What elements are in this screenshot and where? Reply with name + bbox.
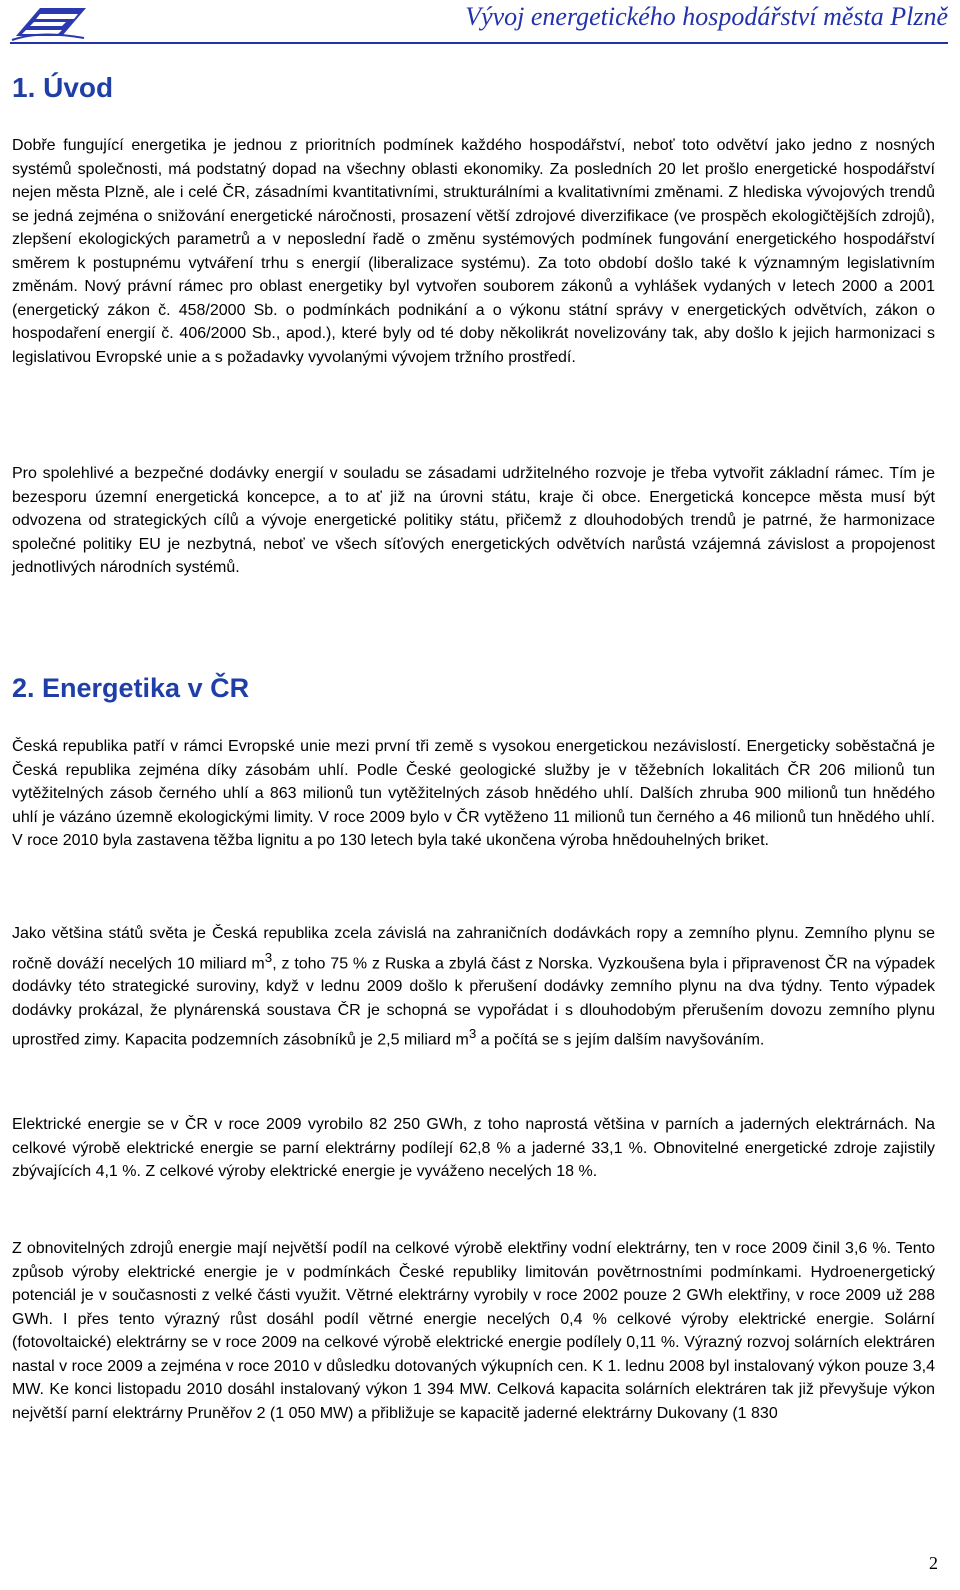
paragraph-electricity: Elektrické energie se v ČR v roce 2009 vyrobilo 82 250 GWh, z toho naprostá většina v parních a jaderných elektrárnách. Na celkové výrobě elektrické energie se parní elektrárny podílejí 62,8 % a jaderné 33,1 %. Obnovitelné energetické zdroje zajistily zbývajících 4,1 %. Z celkové výroby elektrické energie je vyváženo necelých 18 %. — [12, 1116, 935, 1180]
header-title: Vývoj energetického hospodářství města Plzně — [465, 2, 948, 31]
paragraph-gas-part-2: , z toho 75 % z Ruska a zbylá část z Norska. Vyzkoušena byla i připravenost ČR na výpadek dodávky této strategické suroviny, když v lednu 2009 došlo k přerušení dodávky zemního plynu na dva týdny. Tento výpadek dodávky prokázal, že plynárenská soustava ČR je schopná se vypořádat i s dlouhodobým přerušením dovozu zemního plynu uprostřed zimy. Kapacita podzemních zásobníků je 2,5 miliard m — [12, 954, 936, 1049]
paragraph-gas — [12, 922, 935, 1052]
company-logo-icon — [10, 4, 88, 42]
page-number: 2 — [929, 1553, 938, 1573]
section-heading-energy-cr: 2. Energetika v ČR — [12, 673, 250, 703]
superscript-3: 3 — [468, 1026, 477, 1042]
paragraph-coal: Česká republika patří v rámci Evropské unie mezi první tři země s vysokou energetickou nezávislostí. Energeticky soběstačná je Česká republika zejména díky zásobám uhlí. Podle České geologické služby je v těžebních lokalitách ČR 206 milionů tun vytěžitelných zásob černého uhlí a 863 milionů tun vytěžitelných zásob hnědého uhlí. Dalších zhruba 900 milionů tun hnědého uhlí je vázáno územně ekologickými limity. V roce 2009 bylo v ČR vytěženo 11 milionů tun černého a 46 milionů tun hnědého uhlí. V roce 2010 byla zastavena těžba lignitu a po 130 letech byla také ukončena výroba hnědouhelných briket. — [12, 738, 935, 849]
paragraph-intro-2: Pro spolehlivé a bezpečné dodávky energií v souladu se zásadami udržitelného rozvoje je třeba vytvořit základní rámec. Tím je bezesporu územní energetická koncepce, a to ať již na úrovni státu, kraje či obce. Energetická koncepce města musí být odvozena od strategických cílů a vývoje energetické politiky státu, přičemž z dlouhodobých trendů je patrné, že harmonizace společné politiky EU je nezbytná, neboť ve všech síťových energetických odvětvích narůstá vzájemná závislost a propojenost jednotlivých národních systémů. — [12, 465, 935, 576]
paragraph-gas-part-1: Jako většina států světa je Česká republika zcela závislá na zahraničních dodávkách ropy a zemního plynu. Zemního plynu se ročně dováží necelých 10 miliard m — [12, 925, 935, 972]
paragraph-renewables: Z obnovitelných zdrojů energie mají největší podíl na celkové výrobě elektřiny vodní elektrárny, ten v roce 2009 činil 3,6 %. Tento způsob výroby elektrické energie je v podmínkách České republiky limitován povětrnostními podmínkami. Hydroenergetický potenciál je v současnosti z velké části využit. Větrné elektrárny vyrobily v roce 2002 pouze 2 GWh elektřiny, v roce 2009 už 288 GWh. I přes tento výrazný růst dosáhl podíl větrné energie necelých 0,4 % celkové výroby elektrické energie. Solární (fotovoltaické) elektrárny se v roce 2009 na celkové výrobě elektrické energie podílely 0,11 %. Výrazný rozvoj solárních elektráren nastal v roce 2009 a zejména v roce 2010 v důsledku dotovaných výkupních cen. K 1. lednu 2008 byl instalovaný výkon pouze 3,4 MW. Ke konci listopadu 2010 dosáhl instalovaný výkon 1 394 MW. Celková kapacita solárních elektráren tak již převyšuje výkon největší parní elektrárny Pruněřov 2 (1 050 MW) a přibližuje se kapacitě jaderné elektrárny Dukovany (1 830 — [12, 1240, 935, 1422]
page-header — [0, 0, 960, 48]
superscript-3: 3 — [264, 949, 273, 965]
section-heading-intro: 1. Úvod — [12, 72, 114, 103]
paragraph-intro-1: Dobře fungující energetika je jednou z prioritních podmínek každého hospodářství, neboť toto odvětví jako jedno z nosných systémů společnosti, má podstatný dopad na všechny oblasti ekonomiky. Za posledních 20 let prošlo energetické hospodářství nejen města Plzně, ale i celé ČR, zásadními kvantitativními, strukturálními a kvalitativními změnami. Z hlediska vývojových trendů se jedná zejména o snižování energetické náročnosti, prosazení větší zdrojové diverzifikace (ve prospěch ekologičtějších zdrojů), zlepšení ekologických parametrů a v neposlední řadě o změnu systémových podmínek fungování energetického hospodářství směrem k postupnému vytváření trhu s energií (liberalizace systému). Za toto období došlo také k významným legislativním změnám. Nový právní rámec pro oblast energetiky byl vytvořen souborem zákonů a vyhlášek vydaných v letech 2000 a 2001 (energetický zákon č. 458/2000 Sb. o podmínkách podnikání a o výkonu státní správy v energetických odvětvích, zákon o hospodaření energií č. 406/2000 Sb., apod.), které byly od té doby několikrát novelizovány tak, aby došlo k jejich harmonizaci s legislativou Evropské unie a s požadavky vyvolanými vývojem tržního prostředí. — [12, 137, 935, 366]
header-divider — [10, 42, 948, 44]
paragraph-gas-part-3: a počítá se s jejím dalším navyšováním. — [476, 1031, 765, 1049]
